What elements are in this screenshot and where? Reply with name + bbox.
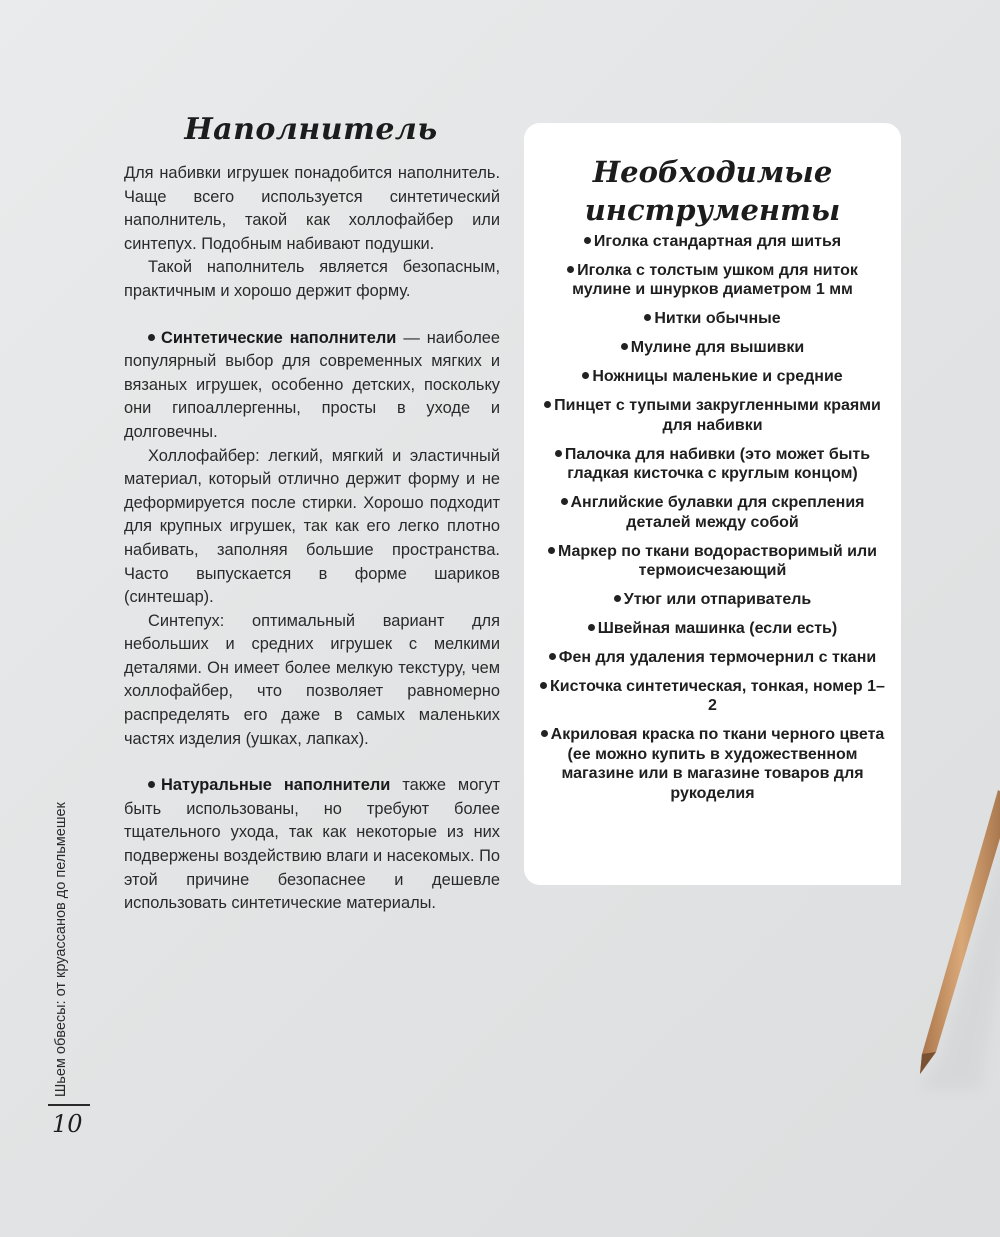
- bullet-icon: [544, 401, 551, 408]
- bullet-icon: [541, 730, 548, 737]
- bullet-icon: [549, 653, 556, 660]
- tools-list: [536, 232, 889, 813]
- intro-paragraph-2: Такой наполнитель является безопасным, практичным и хорошо держит форму.: [124, 258, 500, 300]
- tool-item: Иголка с толстым ушком для ниток мулине и шнурков диаметром 1 мм: [536, 261, 889, 300]
- sintepuh-paragraph: Синтепух: оптимальный вариант для небольших и средних игрушек с мелкими деталями. Он имеет более мелкую текстуру, чем холлофайбер, что позволяет равномерно распределять его даже в самых маленьких частях изделия (ушках, лапках).: [124, 611, 500, 748]
- book-title-spine: Шьем обвесы: от круассанов до пельмешек: [53, 802, 69, 1097]
- tool-item: Швейная машинка (если есть): [536, 619, 889, 638]
- synthetic-fillers-heading: Синтетические наполнители: [161, 328, 397, 347]
- bullet-icon: [561, 498, 568, 505]
- tool-item: Кисточка синтетическая, тонкая, номер 1–2: [536, 677, 889, 716]
- tool-item: Мулине для вышивки: [536, 338, 889, 357]
- tool-item: Иголка стандартная для шитья: [536, 232, 889, 251]
- bullet-icon: [555, 450, 562, 457]
- bullet-icon: [644, 314, 651, 321]
- intro-paragraph-1: Для набивки игрушек понадобится наполнитель. Чаще всего используется синтетический наполнитель, такой как холлофайбер или синтепух. Подобным набивают подушки.: [124, 164, 500, 253]
- bullet-icon: [148, 781, 155, 788]
- natural-fillers-text: также могут быть использованы, но требуют более тщательного ухода, так как некоторые из них подвержены воздействию влаги и насекомых. По этой причине безопаснее и дешевле использовать синтетические материалы.: [124, 776, 500, 913]
- section-title-filler: Наполнитель: [184, 112, 438, 147]
- page-number-rule: [48, 1104, 90, 1106]
- bullet-icon: [548, 547, 555, 554]
- tools-card: [524, 123, 901, 885]
- bullet-icon: [621, 343, 628, 350]
- tool-item: Нитки обычные: [536, 309, 889, 328]
- hollofiber-paragraph: Холлофайбер: легкий, мягкий и эластичный материал, который отлично держит форму и не деформируется после стирки. Хорошо подходит для крупных игрушек, так как его легко плотно набивать, заполняя большие пространства. Часто выпускается в форме шариков (синтешар).: [124, 446, 500, 607]
- tool-item: Акриловая краска по ткани черного цвета (ее можно купить в художественном магазине или в магазине товаров для рукоделия: [536, 725, 889, 803]
- bullet-icon: [148, 334, 155, 341]
- synthetic-fillers-text: — наиболее популярный выбор для современных мягких и вязаных игрушек, особенно детских, поскольку они гипоаллергенны, просты в уходе и долговечны.: [124, 328, 500, 441]
- tool-item: Утюг или отпариватель: [536, 590, 889, 609]
- synthetic-fillers-paragraph: [124, 327, 500, 445]
- bullet-icon: [567, 266, 574, 273]
- tool-item: Палочка для набивки (это может быть гладкая кисточка с круглым концом): [536, 445, 889, 484]
- tool-item: Ножницы маленькие и средние: [536, 367, 889, 386]
- page-number: 10: [52, 1110, 83, 1138]
- tools-title-line-1: Необходимые: [592, 155, 833, 189]
- tools-title-line-2: инструменты: [584, 193, 841, 227]
- bullet-icon: [582, 372, 589, 379]
- filler-text-column: [124, 162, 500, 916]
- bullet-icon: [540, 682, 547, 689]
- tools-card-title: [524, 153, 901, 229]
- tool-item: Пинцет с тупыми закругленными краями для набивки: [536, 396, 889, 435]
- natural-fillers-paragraph: [124, 774, 500, 916]
- bullet-icon: [588, 624, 595, 631]
- tool-item: Маркер по ткани водорастворимый или термоисчезающий: [536, 542, 889, 581]
- tool-item: Английские булавки для скрепления деталей между собой: [536, 493, 889, 532]
- tool-item: Фен для удаления термочернил с ткани: [536, 648, 889, 667]
- natural-fillers-heading: Натуральные наполнители: [161, 776, 391, 795]
- bullet-icon: [614, 595, 621, 602]
- bullet-icon: [584, 237, 591, 244]
